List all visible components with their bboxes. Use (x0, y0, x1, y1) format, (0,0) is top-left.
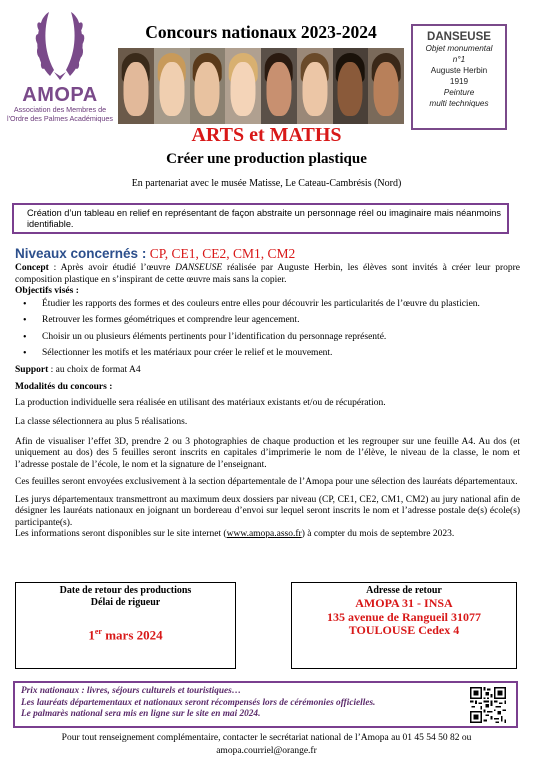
concept-label: Concept (15, 263, 49, 273)
logo-subtitle-line: Association des Membres de (13, 105, 107, 114)
subtitle: Créer une production plastique (166, 151, 367, 167)
main-content (15, 246, 520, 541)
concept-text: : Après avoir étudié l’œuvre (48, 263, 176, 273)
support-line (15, 365, 520, 377)
qr-code-icon[interactable] (470, 687, 506, 723)
modalites-paragraph: Ces feuilles seront envoyées exclusivement à la section départementale de l’Amopa pour une sélection des lauréats départementaux. (15, 477, 518, 487)
concept-paragraph (15, 263, 520, 286)
modalites-heading (15, 382, 520, 394)
support-label: Support (15, 364, 49, 375)
description-box: Création d’un tableau en relief en représentant de façon abstraite un personnage réel ou imaginaire mais néanmoins identifiable. (12, 203, 509, 234)
prizes-line: Les lauréats départementaux et nationaux seront récompensés lors de cérémonies officielles. (21, 697, 376, 708)
address-box (291, 582, 517, 669)
modalites-paragraph: La classe sélectionnera au plus 5 réalisations. (15, 417, 188, 427)
artwork-technique: multi techniques (429, 99, 489, 108)
support-text: : au choix de format A4 (48, 364, 141, 375)
artwork-info-box (411, 24, 507, 130)
child-photo (261, 48, 297, 124)
address-heading: Adresse de retour (366, 585, 442, 596)
partner-line: En partenariat avec le musée Matisse, Le Cateau-Cambrésis (Nord) (131, 178, 402, 189)
page-title: Concours nationaux 2023-2024 (145, 22, 377, 42)
levels-line (15, 246, 520, 261)
artwork-artist: Auguste Herbin (430, 66, 488, 75)
modalites-suffix: : (106, 382, 113, 392)
objectives-heading (15, 286, 520, 298)
modalites-paragraph: Les jurys départementaux transmettront au maximum deux dossiers par niveau (CP, CE1, CE2, CM1, CM2) au jury national afin de désigner les lauréats nationaux en joignant un bordereau d’envoi sur lequel seront inscrits le nom et l’adresse postale de(s) école(s) participante(s). (15, 494, 520, 528)
list-item: • Étudier les rapports des formes et des couleurs entre elles pour découvrir les particularités de l’œuvre du plasticien. (15, 299, 520, 311)
concept-text: réalisée par Auguste Herbin, les élèves sont invités à créer leur propre composition plastique en s’inspirant de cette œuvre mais sans la copier. (15, 263, 520, 285)
address-line: 135 avenue de Rangueil 31077 (326, 609, 481, 624)
artwork-subtitle: Objet monumental (425, 44, 493, 53)
modalites-paragraph: La production individuelle sera réalisée en utilisant des matériaux existants et/ou de récupération. (15, 397, 386, 408)
child-photo (154, 48, 190, 124)
list-item: • Choisir un ou plusieurs éléments pertinents pour l’identification du personnage représenté. (15, 332, 520, 344)
levels-values: CP, CE1, CE2, CM1, CM2 (149, 246, 296, 261)
footer (0, 732, 533, 758)
artwork-title: DANSEUSE (427, 31, 491, 43)
artwork-medium: Peinture (443, 88, 475, 97)
child-photo (118, 48, 154, 124)
deadline-box (15, 582, 236, 669)
prizes-line: Le palmarès national sera mis en ligne sur le site en mai 2024. (21, 709, 261, 719)
levels-label: Niveaux concernés : (15, 246, 147, 261)
logo-subtitle-line: l'Ordre des Palmes Académiques (6, 113, 114, 123)
objectives-label: Objectifs visés (15, 286, 74, 296)
deadline-date (16, 626, 235, 641)
info-text: Les informations seront disponibles sur le site internet ( (15, 529, 227, 539)
logo-subtitle (6, 106, 114, 123)
deadline-day: 1 (88, 627, 95, 643)
main-title: ARTS et MATHS (191, 124, 342, 146)
deadline-day-suffix: er (94, 627, 102, 636)
child-photo (225, 48, 261, 124)
concept-work: DANSEUSE (175, 263, 223, 273)
deadline-note: Délai de rigueur (90, 597, 161, 608)
list-item: • Retrouver les formes géométriques et comprendre leur agencement. (15, 315, 520, 327)
prizes-line: Prix nationaux : livres, séjours culturels et touristiques… (21, 686, 242, 696)
laurel-wreath-icon (32, 6, 88, 82)
deadline-heading: Date de retour des productions (59, 585, 192, 596)
artwork-year: 1919 (449, 77, 469, 86)
list-item: • Sélectionner les motifs et les matériaux pour créer le relief et le mouvement. (15, 348, 520, 360)
child-photo (368, 48, 404, 124)
modalites-label: Modalités du concours (15, 382, 107, 392)
footer-contact: Pour tout renseignement complémentaire, contacter le secrétariat national de l’Amopa au 01 45 54 50 82 ou (61, 733, 472, 743)
info-text: ) à compter du mois de septembre 2023. (301, 529, 455, 539)
logo-name: AMOPA (22, 84, 98, 106)
objectives-suffix: : (73, 286, 79, 296)
child-photo (190, 48, 226, 124)
artwork-number: n°1 (452, 55, 466, 64)
address-line: TOULOUSE Cedex 4 (348, 623, 460, 637)
footer-email[interactable]: amopa.courriel@orange.fr (216, 746, 317, 756)
child-photo (333, 48, 369, 124)
child-photo (297, 48, 333, 124)
deadline-month: mars 2024 (101, 627, 163, 643)
amopa-logo (6, 6, 114, 134)
website-link[interactable]: www.amopa.asso.fr (226, 529, 302, 539)
info-paragraph (15, 529, 520, 541)
address-line: AMOPA 31 - INSA (355, 596, 453, 610)
prizes-box (13, 681, 518, 728)
objectives-list (15, 299, 520, 360)
children-photo-strip (118, 48, 404, 124)
modalites-paragraph: Afin de visualiser l’effet 3D, prendre 2 ou 3 photographies de chaque production et les regrouper sur une feuille A4. Au dos (et uniquement au dos) des 5 feuilles seront inscrits en capitales d’imprimerie le nom de l’élève, le niveau de la classe, le nom et l’adresse postale de l’école, le nom et la signature de l’enseignant. (15, 436, 520, 470)
